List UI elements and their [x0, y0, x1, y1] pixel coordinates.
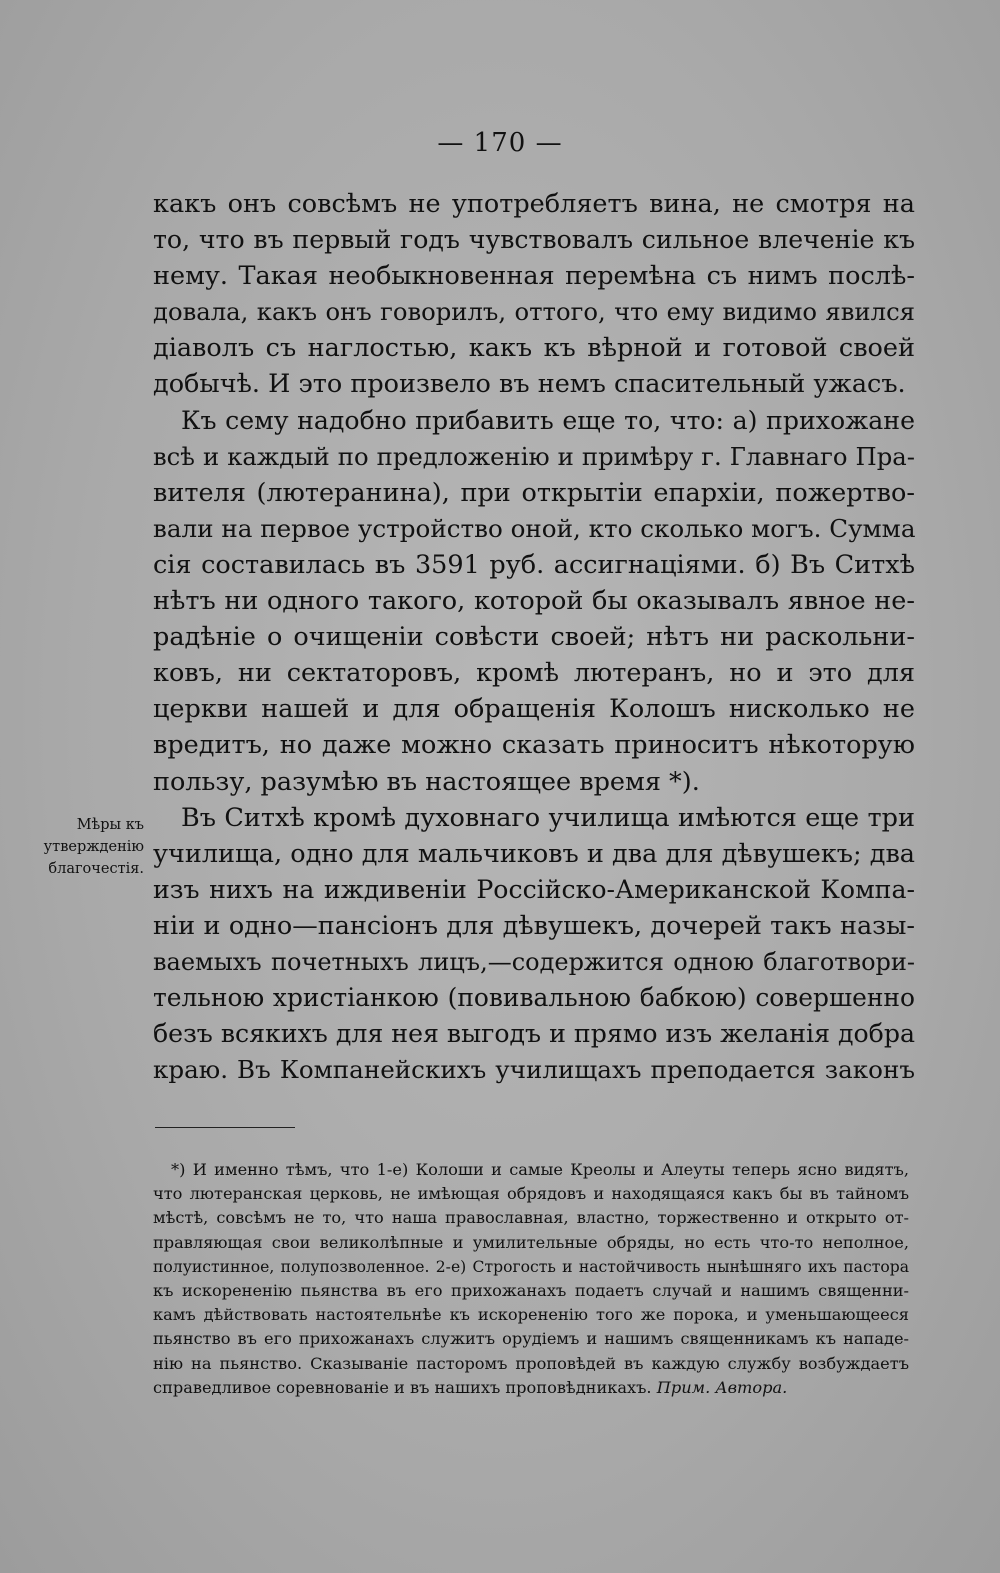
footnote-line: *) И именно тѣмъ, что 1-е) Колоши и самые Креолы и Алеуты теперь ясно видятъ, — [171, 1160, 909, 1179]
text-line: діаволъ съ наглостью, какъ къ вѣрной и готовой своей — [153, 333, 915, 364]
text-line: вали на первое устройство оной, кто сколько могъ. Сумма — [153, 513, 916, 543]
footnote-line: пьянство въ его прихожанахъ служитъ орудіемъ и нашимъ священникамъ къ нападе- — [153, 1329, 909, 1349]
text-line: училища, одно для мальчиковъ и два для дѣвушекъ; два — [153, 838, 915, 869]
footnote-line: къ искорененію пьянства въ его прихожанахъ подаетъ случай и нашимъ священни- — [153, 1281, 909, 1301]
text-line: вредитъ, но даже можно сказать приноситъ нѣкоторую — [153, 730, 915, 761]
text-line: ковъ, ни сектаторовъ, кромѣ лютеранъ, но и это для — [153, 658, 915, 689]
footnote-line — [153, 1376, 909, 1400]
text-line: ніи и одно—пансіонъ для дѣвушекъ, дочерей такъ назы- — [153, 910, 915, 941]
margin-note — [34, 814, 144, 880]
text-line: довала, какъ онъ говорилъ, оттого, что ему видимо явился — [153, 297, 915, 327]
footnote-line: нію на пьянство. Сказываніе пасторомъ проповѣдей въ каждую службу возбуждаетъ — [153, 1353, 909, 1373]
text-line: нему. Такая необыкновенная перемѣна съ нимъ послѣ- — [153, 261, 915, 292]
text-line: Въ Ситхѣ кромѣ духовнаго училища имѣются еще три — [181, 802, 915, 833]
footnote-line: полуистинное, полупозволенное. 2-е) Строгость и настойчивость нынѣшняго ихъ пастора — [153, 1257, 909, 1276]
text-line: то, что въ первый годъ чувствовалъ сильное влеченіе къ — [153, 225, 915, 255]
page-number: — 170 — — [437, 128, 563, 158]
footnote — [153, 1158, 909, 1400]
footnote-line: мѣстѣ, совсѣмъ не то, что наша православная, властно, торжественно и открыто от- — [153, 1208, 909, 1228]
text-line: радѣніе о очищеніи совѣсти своей; нѣтъ ни раскольни- — [153, 622, 915, 653]
footnote-last-text: справедливое соревнованіе и въ нашихъ проповѣдникахъ. — [153, 1377, 652, 1397]
text-line: нѣтъ ни одного такого, которой бы оказывалъ явное не- — [153, 586, 915, 617]
text-line: добычѣ. И это произвело въ немъ спасительный ужасъ. — [153, 369, 906, 400]
text-line: ваемыхъ почетныхъ лицъ,—содержится одною благотвори- — [153, 947, 915, 976]
text-line: Къ сему надобно прибавить еще то, что: а) прихожане — [181, 405, 915, 435]
footnote-attribution: Прим. Автора. — [656, 1377, 788, 1397]
text-line: тельною христіанкою (повивальною бабкою) совершенно — [153, 983, 915, 1013]
text-line: церкви нашей и для обращенія Колошъ нисколько не — [153, 694, 915, 725]
footnote-line: правляющая свои великолѣпные и умилительные обряды, но есть что-то неполное, — [153, 1232, 909, 1252]
text-line: пользу, разумѣю въ настоящее время *). — [153, 766, 700, 797]
text-line: изъ нихъ на иждивеніи Россійско-Американской Компа- — [153, 874, 915, 904]
margin-note-line: утвержденію — [43, 839, 144, 855]
footnote-line: камъ дѣйствовать настоятельнѣе къ искорененію того же порока, и уменьшающееся — [153, 1305, 909, 1325]
margin-note-line: Мѣры къ — [76, 817, 144, 833]
footnote-rule — [155, 1127, 295, 1128]
body-text — [153, 186, 915, 1088]
text-line: краю. Въ Компанейскихъ училищахъ преподается законъ — [153, 1055, 915, 1085]
margin-note-line: благочестія. — [48, 861, 144, 877]
text-line: какъ онъ совсѣмъ не употребляетъ вина, не смотря на — [153, 189, 915, 219]
text-line: сія составилась въ 3591 руб. ассигнаціями. б) Въ Ситхѣ — [153, 549, 915, 580]
footnote-line: что лютеранская церковь, не имѣющая обрядовъ и находящаяся какъ бы въ тайномъ — [153, 1184, 909, 1204]
text-line: всѣ и каждый по предложенію и примѣру г. Главнаго Пра- — [153, 441, 915, 471]
text-line: безъ всякихъ для нея выгодъ и прямо изъ желанія добра — [153, 1019, 915, 1049]
text-line: вителя (лютеранина), при открытіи епархіи, пожертво- — [153, 477, 915, 508]
